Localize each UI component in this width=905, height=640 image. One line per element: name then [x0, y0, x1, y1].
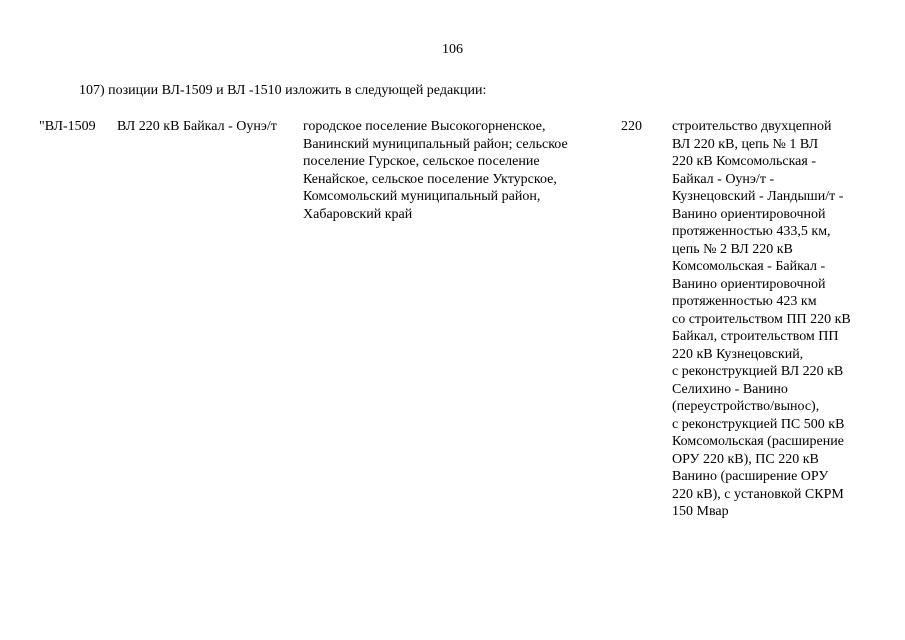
territory-line: Комсомольский муниципальный район,	[303, 189, 541, 204]
description-line: 220 кВ Кузнецовский,	[672, 346, 804, 362]
description-line: Селихино - Ванино	[672, 381, 788, 397]
description-line: Ванино ориентировочной	[672, 276, 826, 292]
territory-line: поселение Гурское, сельское поселение	[303, 154, 540, 169]
description-line: Ванино (расширение ОРУ	[672, 469, 829, 484]
description-line: протяженностью 423 км	[672, 294, 817, 309]
description-cell	[672, 118, 872, 521]
description-line: (переустройство/вынос),	[672, 399, 820, 414]
description-line: 220 кВ Комсомольская -	[672, 154, 816, 169]
description-line: цепь № 2 ВЛ 220 кВ	[672, 241, 793, 257]
page-number: 106	[442, 42, 463, 57]
voltage-value: 220	[621, 119, 642, 134]
territory-line: Хабаровский край	[303, 206, 413, 222]
line-code: "ВЛ-1509	[39, 119, 96, 134]
description-line: Кузнецовский - Ландыши/т -	[672, 189, 844, 204]
description-line: со строительством ПП 220 кВ	[672, 311, 851, 327]
description-line: 220 кВ), с установкой СКРМ	[672, 486, 844, 502]
description-line: с реконструкцией ПС 500 кВ	[672, 416, 845, 432]
description-line: 150 Мвар	[672, 504, 729, 519]
description-line: строительство двухцепной	[672, 119, 832, 134]
territory-line: Ванинский муниципальный район; сельское	[303, 136, 568, 152]
description-line: ВЛ 220 кВ, цепь № 1 ВЛ	[672, 136, 819, 152]
description-line: Комсомольская - Байкал -	[672, 259, 826, 274]
amendment-intro: 107) позиции ВЛ-1509 и ВЛ -1510 изложить в следующей редакции:	[79, 83, 487, 98]
description-line: ОРУ 220 кВ), ПС 220 кВ	[672, 451, 819, 467]
description-line: Байкал - Оунэ/т -	[672, 171, 775, 187]
territory-line: Кенайское, сельское поселение Уктурское,	[303, 171, 557, 187]
territory-cell	[303, 118, 603, 223]
description-line: Комсомольская (расширение	[672, 434, 844, 449]
description-line: с реконструкцией ВЛ 220 кВ	[672, 364, 844, 379]
territory-line: городское поселение Высокогорненское,	[303, 119, 546, 134]
description-line: Ванино ориентировочной	[672, 206, 826, 222]
description-line: протяженностью 433,5 км,	[672, 224, 831, 239]
description-line: Байкал, строительством ПП	[672, 329, 839, 344]
line-name: ВЛ 220 кВ Байкал - Оунэ/т	[117, 119, 277, 134]
